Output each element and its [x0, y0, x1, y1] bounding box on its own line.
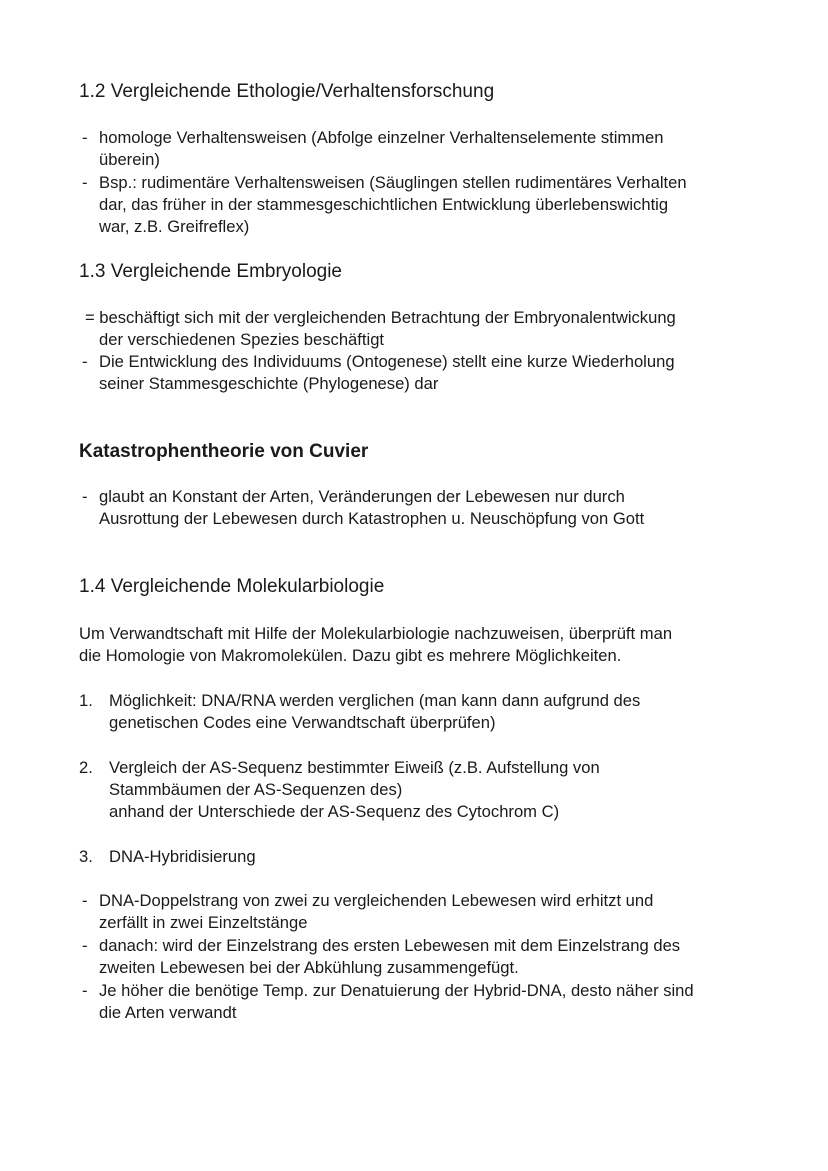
definition-line: der verschiedenen Spezies beschäftigt	[99, 330, 385, 349]
bullet-item	[99, 172, 687, 238]
numbered-item	[109, 690, 640, 734]
intro-paragraph	[79, 623, 672, 667]
numbered-item	[109, 757, 600, 823]
bullet-line: zweiten Lebewesen bei der Abkühlung zusammengefügt.	[99, 958, 519, 977]
bullet-item	[99, 935, 680, 979]
bullet-line: homologe Verhaltensweisen (Abfolge einzelner Verhaltenselemente stimmen	[99, 128, 664, 147]
bullet-line: DNA-Doppelstrang von zwei zu vergleichenden Lebewesen wird erhitzt und	[99, 891, 654, 910]
bullet-line: glaubt an Konstant der Arten, Veränderungen der Lebewesen nur durch	[99, 487, 625, 506]
list-number: 1.	[79, 691, 93, 710]
definition-text	[85, 307, 676, 351]
numbered-line: genetischen Codes eine Verwandtschaft überprüfen)	[109, 713, 496, 732]
bullet-line: die Arten verwandt	[99, 1003, 237, 1022]
bullet-dash: -	[82, 352, 88, 371]
bullet-line: zerfällt in zwei Einzeltstänge	[99, 913, 308, 932]
bullet-line: seiner Stammesgeschichte (Phylogenese) dar	[99, 374, 439, 393]
bullet-line: Die Entwicklung des Individuums (Ontogenese) stellt eine kurze Wiederholung	[99, 352, 675, 371]
list-number: 2.	[79, 758, 93, 777]
bullet-item	[99, 351, 675, 395]
bullet-line: danach: wird der Einzelstrang des ersten Lebewesen mit dem Einzelstrang des	[99, 936, 681, 955]
bullet-line: dar, das früher in der stammesgeschichtlichen Entwicklung überlebenswichtig	[99, 195, 669, 214]
cuvier-heading: Katastrophentheorie von Cuvier	[79, 441, 369, 462]
numbered-line: anhand der Unterschiede der AS-Sequenz des Cytochrom C)	[109, 802, 560, 821]
bullet-dash: -	[82, 173, 88, 192]
numbered-line: Vergleich der AS-Sequenz bestimmter Eiweiß (z.B. Aufstellung von	[109, 758, 600, 777]
bullet-dash: -	[82, 891, 88, 910]
bullet-line: überein)	[99, 150, 160, 169]
bullet-dash: -	[82, 128, 88, 147]
bullet-line: war, z.B. Greifreflex)	[99, 217, 250, 236]
numbered-item	[109, 846, 256, 868]
bullet-dash: -	[82, 936, 88, 955]
bullet-dash: -	[82, 981, 88, 1000]
section-1-2-heading: 1.2 Vergleichende Ethologie/Verhaltensforschung	[79, 81, 495, 102]
list-number: 3.	[79, 847, 93, 866]
definition-line: = beschäftigt sich mit der vergleichenden Betrachtung der Embryonalentwickung	[85, 308, 676, 327]
bullet-line: Je höher die benötige Temp. zur Denatuierung der Hybrid-DNA, desto näher sind	[99, 981, 694, 1000]
bullet-line: Ausrottung der Lebewesen durch Katastrophen u. Neuschöpfung von Gott	[99, 509, 645, 528]
bullet-item	[99, 127, 664, 171]
bullet-line: Bsp.: rudimentäre Verhaltensweisen (Säuglingen stellen rudimentäres Verhalten	[99, 173, 687, 192]
section-1-4-heading: 1.4 Vergleichende Molekularbiologie	[79, 576, 385, 597]
bullet-item	[99, 980, 694, 1024]
bullet-dash: -	[82, 487, 88, 506]
bullet-item	[99, 890, 653, 934]
section-1-3-heading: 1.3 Vergleichende Embryologie	[79, 261, 343, 282]
intro-line: die Homologie von Makromolekülen. Dazu gibt es mehrere Möglichkeiten.	[79, 646, 622, 665]
numbered-line: Möglichkeit: DNA/RNA werden verglichen (man kann dann aufgrund des	[109, 691, 641, 710]
intro-line: Um Verwandtschaft mit Hilfe der Molekularbiologie nachzuweisen, überprüft man	[79, 624, 673, 643]
numbered-line: Stammbäumen der AS-Sequenzen des)	[109, 780, 403, 799]
numbered-line: DNA-Hybridisierung	[109, 847, 256, 866]
bullet-item	[99, 486, 644, 530]
